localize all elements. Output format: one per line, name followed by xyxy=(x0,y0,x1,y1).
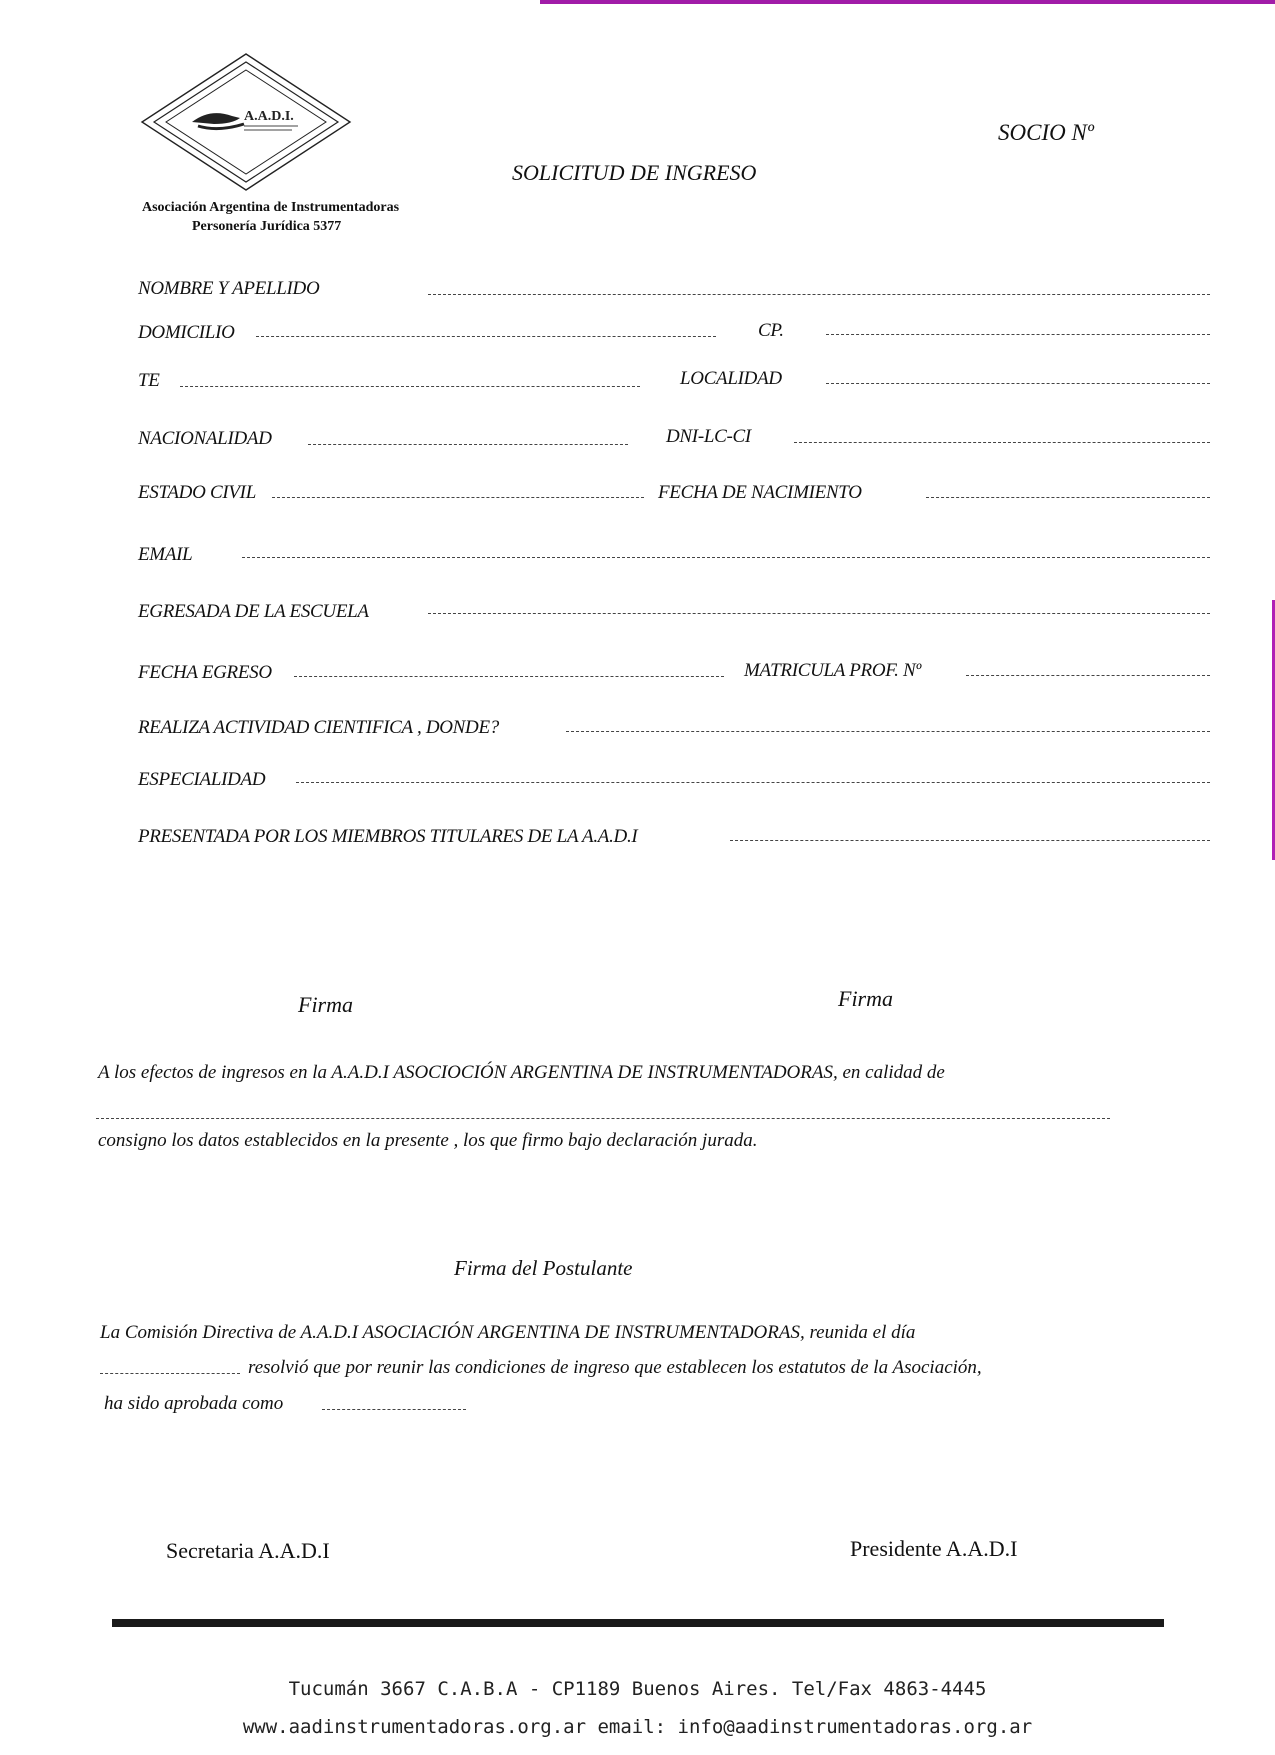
field-fecha-nacimiento[interactable] xyxy=(926,497,1210,498)
label-nacionalidad: NACIONALIDAD xyxy=(138,428,272,449)
label-matricula: MATRICULA PROF. Nº xyxy=(744,660,921,681)
field-egresada[interactable] xyxy=(428,613,1210,614)
approval-line1: La Comisión Directiva de A.A.D.I ASOCIACIÓN ARGENTINA DE INSTRUMENTADORAS, reunida el día xyxy=(100,1322,916,1343)
field-fecha-reunion[interactable] xyxy=(100,1373,240,1374)
field-especialidad[interactable] xyxy=(296,782,1210,783)
logo-text: A.A.D.I. xyxy=(244,109,294,124)
approval-line3: ha sido aprobada como xyxy=(104,1393,284,1414)
approval-line2: resolvió que por reunir las condiciones de ingreso que establecen los estatutos de la Asociación, xyxy=(248,1357,982,1378)
label-fecha-nacimiento: FECHA DE NACIMIENTO xyxy=(658,482,862,503)
org-name-block xyxy=(142,198,399,236)
label-email: EMAIL xyxy=(138,544,193,565)
secretaria-label: Secretaria A.A.D.I xyxy=(166,1538,330,1563)
label-localidad: LOCALIDAD xyxy=(680,368,782,389)
form-title: SOLICITUD DE INGRESO xyxy=(512,160,757,185)
field-estado-civil[interactable] xyxy=(272,497,644,498)
footer-address: Tucumán 3667 C.A.B.A - CP1189 Buenos Aires. Tel/Fax 4863-4445 xyxy=(288,1678,987,1700)
footer-contact: www.aadinstrumentadoras.org.ar email: info@aadinstrumentadoras.org.ar xyxy=(242,1716,1033,1738)
field-domicilio[interactable] xyxy=(256,336,716,337)
firma-postulante-label: Firma del Postulante xyxy=(454,1256,633,1280)
field-nombre[interactable] xyxy=(428,294,1210,295)
aadi-logo xyxy=(140,52,352,192)
label-presentada: PRESENTADA POR LOS MIEMBROS TITULARES DE LA A.A.D.I xyxy=(138,826,638,847)
field-presentada[interactable] xyxy=(730,840,1210,841)
field-dni[interactable] xyxy=(794,442,1210,443)
field-matricula[interactable] xyxy=(966,675,1210,676)
field-nacionalidad[interactable] xyxy=(308,444,628,445)
declaration-line2: consigno los datos establecidos en la presente , los que firmo bajo declaración jurada. xyxy=(98,1130,758,1151)
presidente-label: Presidente A.A.D.I xyxy=(850,1536,1018,1561)
field-cp[interactable] xyxy=(826,334,1210,335)
field-calidad[interactable] xyxy=(96,1118,1110,1119)
field-fecha-egreso[interactable] xyxy=(294,676,724,677)
field-te[interactable] xyxy=(180,386,640,387)
firma-right-label: Firma xyxy=(838,986,893,1011)
field-actividad[interactable] xyxy=(566,731,1210,732)
footer-divider xyxy=(112,1619,1164,1627)
firma-left-label: Firma xyxy=(298,992,353,1017)
label-cp: CP. xyxy=(758,320,784,341)
label-egresada: EGRESADA DE LA ESCUELA xyxy=(138,601,369,622)
label-dni: DNI-LC-CI xyxy=(666,426,751,447)
scan-edge-top xyxy=(540,0,1275,4)
label-domicilio: DOMICILIO xyxy=(138,322,235,343)
field-aprobada-como[interactable] xyxy=(322,1409,466,1410)
org-name: Asociación Argentina de Instrumentadoras xyxy=(142,200,400,215)
label-estado-civil: ESTADO CIVIL xyxy=(138,482,256,503)
label-te: TE xyxy=(138,370,160,391)
label-nombre: NOMBRE Y APELLIDO xyxy=(138,278,320,299)
field-localidad[interactable] xyxy=(826,383,1210,384)
field-email[interactable] xyxy=(242,557,1210,558)
label-actividad: REALIZA ACTIVIDAD CIENTIFICA , DONDE? xyxy=(138,717,499,738)
label-especialidad: ESPECIALIDAD xyxy=(138,769,266,790)
declaration-line1: A los efectos de ingresos en la A.A.D.I ASOCIOCIÓN ARGENTINA DE INSTRUMENTADORAS, en calidad de xyxy=(98,1062,945,1083)
personeria: Personería Jurídica 5377 xyxy=(192,219,342,234)
label-fecha-egreso: FECHA EGRESO xyxy=(138,662,272,683)
socio-number-label: SOCIO Nº xyxy=(998,120,1094,145)
